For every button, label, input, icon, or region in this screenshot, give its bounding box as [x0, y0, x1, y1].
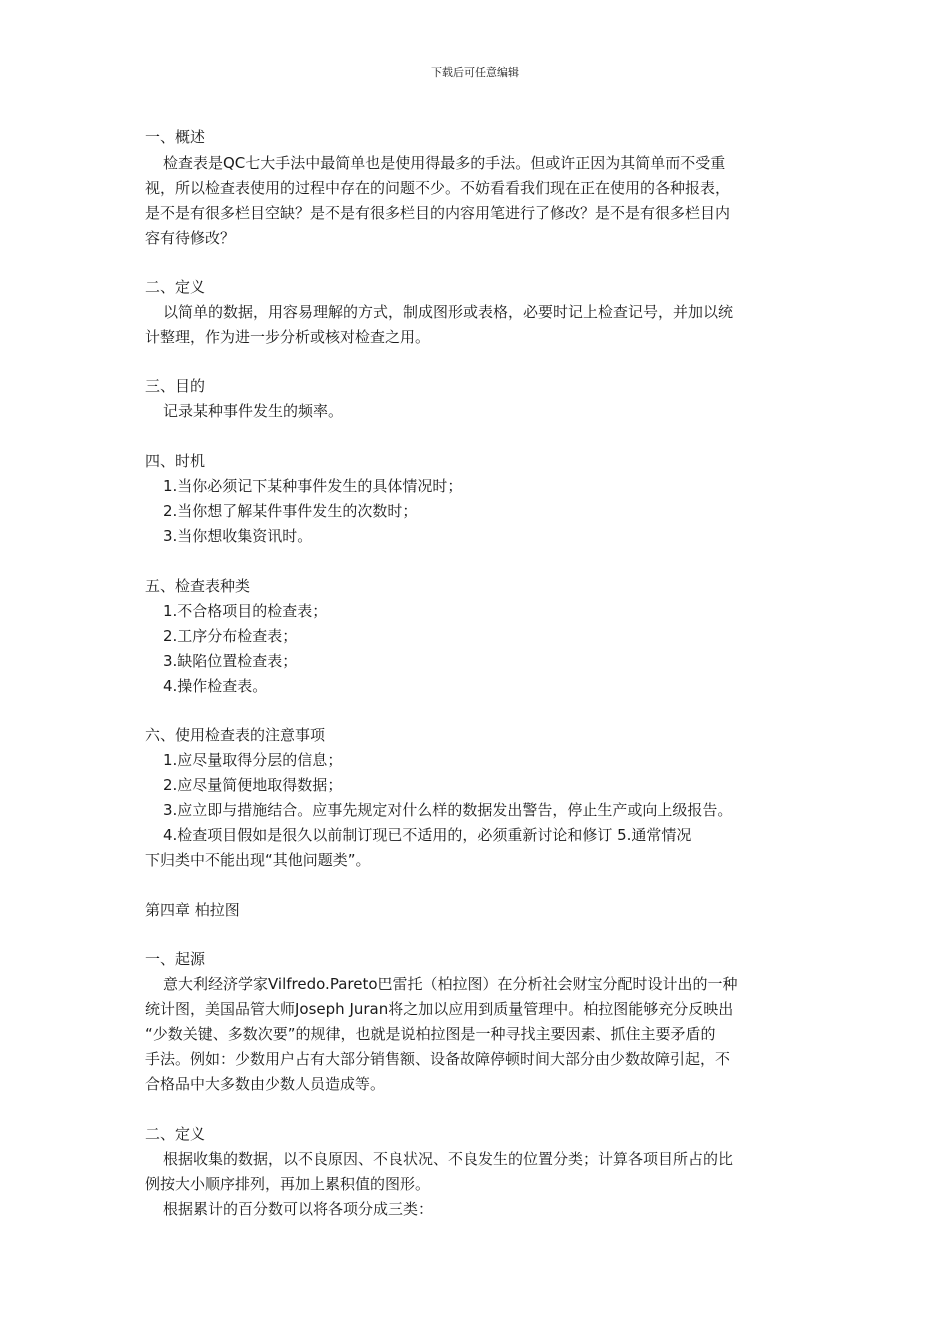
paragraph-line: 容有待修改？: [145, 229, 236, 247]
paragraph-line: 统计图，美国品管大师Joseph Juran将之加以应用到质量管理中。柏拉图能够充分反映出: [145, 1000, 734, 1018]
paragraph-line: 意大利经济学家Vilfredo.Pareto巴雷托（柏拉图）在分析社会财宝分配时设计出的一种: [163, 975, 738, 993]
paragraph-line: 视，所以检查表使用的过程中存在的问题不少。不妨看看我们现在正在使用的各种报表，: [145, 179, 731, 197]
page-header: 下载后可任意编辑: [431, 66, 519, 79]
paragraph-line: 记录某种事件发生的频率。: [163, 402, 344, 420]
paragraph-line: “少数关键、多数次要”的规律，也就是说柏拉图是一种寻找主要因素、抓住主要矛盾的: [145, 1025, 716, 1043]
list-item: 2.当你想了解某件事件发生的次数时；: [163, 502, 418, 520]
list-item: 2.工序分布检查表；: [163, 627, 298, 645]
paragraph-line: 检查表是QC七大手法中最简单也是使用得最多的手法。但或许正因为其简单而不受重: [163, 154, 726, 172]
list-item: 1.不合格项目的检查表；: [163, 602, 328, 620]
list-item: 3.当你想收集资讯时。: [163, 527, 313, 545]
section-heading: 一、概述: [145, 128, 206, 146]
list-item: 4.检查项目假如是很久以前制订现已不适用的，必须重新讨论和修订 5.通常情况: [163, 826, 692, 844]
section-heading: 二、定义: [145, 1125, 206, 1143]
section-heading: 二、定义: [145, 278, 206, 296]
paragraph-line: 根据收集的数据，以不良原因、不良状况、不良发生的位置分类；计算各项目所占的比: [163, 1150, 734, 1168]
paragraph-line: 合格品中大多数由少数人员造成等。: [145, 1075, 386, 1093]
paragraph-line: 以简单的数据，用容易理解的方式，制成图形或表格，必要时记上检查记号，并加以统: [163, 303, 734, 321]
list-item: 2.应尽量简便地取得数据；: [163, 776, 343, 794]
section-heading: 三、目的: [145, 377, 206, 395]
paragraph-line: 是不是有很多栏目空缺？是不是有很多栏目的内容用笔进行了修改？是不是有很多栏目内: [145, 204, 731, 222]
paragraph-line: 例按大小顺序排列，再加上累积值的图形。: [145, 1175, 431, 1193]
paragraph-line: 根据累计的百分数可以将各项分成三类：: [163, 1200, 434, 1218]
section-heading: 五、检查表种类: [145, 577, 251, 595]
list-item: 3.应立即与措施结合。应事先规定对什么样的数据发出警告，停止生产或向上级报告。: [163, 801, 733, 819]
list-item: 1.应尽量取得分层的信息；: [163, 751, 343, 769]
section-heading: 一、起源: [145, 950, 206, 968]
paragraph-line: 计整理，作为进一步分析或核对检查之用。: [145, 328, 431, 346]
list-item: 4.操作检查表。: [163, 677, 268, 695]
chapter-title: 第四章 柏拉图: [145, 901, 240, 919]
section-heading: 四、时机: [145, 452, 206, 470]
list-item: 1.当你必须记下某种事件发生的具体情况时；: [163, 477, 463, 495]
list-item: 3.缺陷位置检查表；: [163, 652, 298, 670]
paragraph-line: 手法。例如：少数用户占有大部分销售额、设备故障停顿时间大部分由少数故障引起，不: [145, 1050, 731, 1068]
list-item: 下归类中不能出现“其他问题类”。: [145, 851, 371, 869]
section-heading: 六、使用检查表的注意事项: [145, 726, 326, 744]
